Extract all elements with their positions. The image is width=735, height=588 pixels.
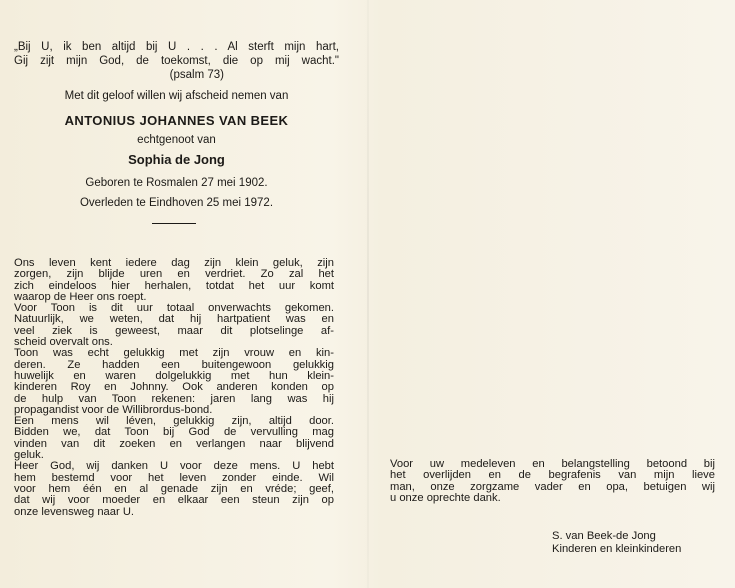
- front-panel: [14, 40, 354, 224]
- signature-family: Kinderen en kleinkinderen: [552, 543, 682, 555]
- memorial-text-line: Heer God, wij danken U voor deze mens. U hebt: [14, 460, 334, 473]
- birth-info: Geboren te Rosmalen 27 mei 1902.: [85, 177, 268, 189]
- memorial-text-line: dat wij voor moeder en elkaar een steun zijn op: [14, 494, 334, 507]
- memorial-text-line: zorgen, zijn blijde uren en verdriet. Zo zal het: [14, 268, 334, 281]
- signature-block: [552, 530, 681, 556]
- spouse-name: Sophia de Jong: [128, 152, 225, 167]
- memorial-text-line: geluk.: [14, 449, 44, 462]
- memorial-text-line: de hulp van Toon rekenen: jaren lang was hij: [14, 392, 334, 405]
- thanks-text-line: man, onze zorgzame vader en opa, betuigen wij: [390, 480, 715, 493]
- divider-line: [152, 223, 196, 224]
- memorial-text-line: huwelijk en waren dolgelukkig met hun klein-: [14, 369, 334, 382]
- memorial-text-line: Bidden we, dat Toon bij God de vervulling mag: [14, 426, 334, 439]
- memorial-text-line: vinden van dit zoeken en verlangen naar blijvend: [14, 437, 334, 450]
- memorial-text-line: voor hem één en al genade zijn en vréde; geef,: [14, 482, 334, 495]
- signature-name: S. van Beek-de Jong: [552, 530, 656, 542]
- memorial-text-line: kinderen Roy en Johnny. Ook anderen konden op: [14, 381, 334, 394]
- psalm-reference: (psalm 73): [169, 69, 224, 81]
- thanks-text-line: het overlijden en de begrafenis van mijn lieve: [390, 469, 715, 482]
- intro-text: Met dit geloof willen wij afscheid nemen van: [64, 90, 289, 102]
- memorial-text-line: onze levensweg naar U.: [14, 505, 135, 518]
- thanks-text: [390, 459, 715, 505]
- memorial-text-line: Ons leven kent iedere dag zijn klein geluk, zijn: [14, 257, 334, 269]
- memorial-text-line: Natuurlijk, we weten, dat hij hartpatient was en: [14, 313, 334, 326]
- memorial-text-line: Toon was echt gelukkig met zijn vrouw en kin-: [14, 347, 334, 360]
- memorial-text-line: veel ziek is geweest, maar dit plotselinge af-: [14, 324, 334, 337]
- memorial-text-line: scheid overvalt ons.: [14, 336, 113, 349]
- psalm-line-1: „Bij U, ik ben altijd bij U . . . Al sterft mijn hart,: [14, 41, 339, 53]
- spouse-label: echtgenoot van: [137, 134, 216, 146]
- card-fold: [367, 0, 369, 588]
- psalm-quote: [14, 40, 339, 82]
- memorial-text-line: hem bestemd voor het leven zonder einde. Wil: [14, 471, 334, 484]
- memorial-text-line: propagandist voor de Willibrordus-bond.: [14, 403, 213, 416]
- memorial-text-line: deren. Ze hadden een buitengewoon gelukkig: [14, 358, 334, 371]
- memorial-text-line: waarop de Heer ons roept.: [14, 290, 147, 303]
- psalm-line-2: Gij zijt mijn God, de toekomst, die op mij wacht.": [14, 55, 339, 67]
- memorial-text-line: zich eindeloos hier herhalen, totdat het uur komt: [14, 279, 334, 292]
- death-info: Overleden te Eindhoven 25 mei 1972.: [79, 197, 274, 209]
- thanks-text-line: Voor uw medeleven en belangstelling betoond bij: [390, 458, 715, 470]
- memorial-text-line: Een mens wil léven, gelukkig zijn, altijd door.: [14, 415, 334, 428]
- deceased-name: ANTONIUS JOHANNES VAN BEEK: [64, 113, 289, 128]
- memorial-text: [14, 258, 334, 518]
- thanks-text-line: u onze oprechte dank.: [390, 492, 501, 505]
- memorial-text-line: Voor Toon is dit uur totaal onverwachts gekomen.: [14, 302, 334, 315]
